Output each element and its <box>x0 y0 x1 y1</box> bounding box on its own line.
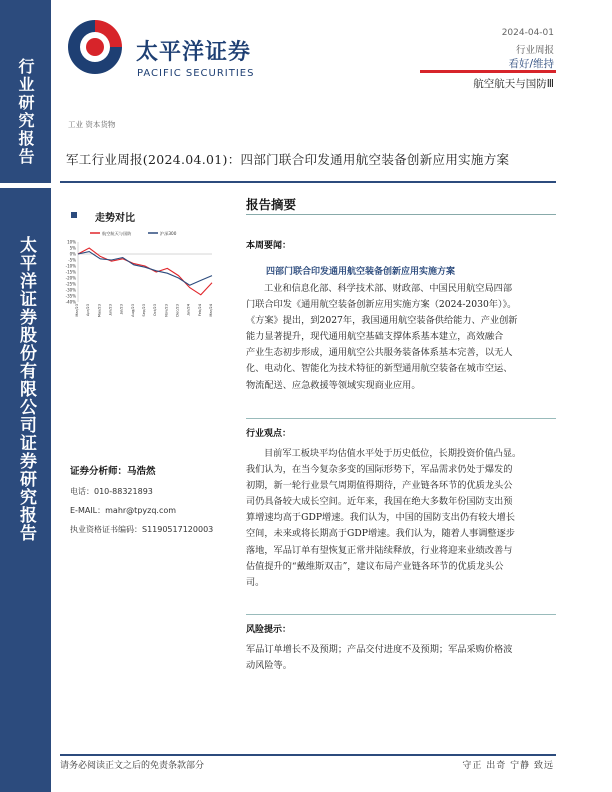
view-line: 我们认为，在当今复杂多变的国际形势下，军品需求仍处于爆发的 <box>246 464 513 476</box>
legend-label: 沪深300 <box>160 231 177 236</box>
x-tick-label: Jun/23 <box>108 304 113 316</box>
section-divider <box>246 614 556 615</box>
x-tick-label: Sep/23 <box>142 304 146 317</box>
brand-name-en: PACIFIC SECURITIES <box>137 68 255 79</box>
y-tick-label: 10% <box>67 239 76 245</box>
x-tick-label: Mar/24 <box>209 304 213 317</box>
report-type: 行业周报 <box>515 45 554 56</box>
view-line: 算增速均高于GDP增速。我们认为，中国的国防支出仍有较大增长 <box>246 512 515 524</box>
section-divider <box>246 418 556 419</box>
news-line: 物流配送、应急救援等领域实现商业应用。 <box>246 379 421 391</box>
analyst-name: 证券分析师：马浩然 <box>70 466 156 477</box>
risk-line: 军品订单增长不及预期；产品交付进度不及预期；军品采购价格波 <box>246 644 513 655</box>
y-tick-label: -40% <box>65 299 76 305</box>
page-title: 军工行业周报(2024.04.01)：四部门联合印发通用航空装备创新应用实施方案 <box>66 152 510 167</box>
analyst-license: 执业资格证书编码：S1190517120003 <box>70 525 214 534</box>
series-line <box>78 252 212 286</box>
trend-marker <box>71 212 77 218</box>
y-tick-label: -25% <box>65 281 76 287</box>
x-tick-label: May/23 <box>97 304 102 318</box>
news-line: 门联合印发《通用航空装备创新应用实施方案（2024-2030年）》。 <box>246 299 517 311</box>
series-line <box>78 248 212 295</box>
rating: 看好/维持 <box>508 58 554 70</box>
view-line: 落地，军品订单有望恢复正常并陆续释放，行业将迎来业绩改善与 <box>246 544 513 556</box>
view-line: 初期，新一轮行业景气周期值得期待，产业链各环节的优质龙头公 <box>246 480 513 492</box>
sidebar <box>0 0 51 792</box>
y-tick-label: -20% <box>65 275 76 281</box>
analyst-email: E-MAIL：mahr@tpyzq.com <box>70 506 177 515</box>
trend-chart <box>62 228 222 320</box>
x-tick-label: Feb/24 <box>197 304 202 317</box>
view-paragraph <box>246 446 558 591</box>
view-line: 空间，未来或将长期高于GDP增速。我们认为，随着人事调整逐步 <box>246 528 515 540</box>
news-line: 产业生态初步形成，通用航空公共服务装备体系基本完善，以无人 <box>246 347 513 359</box>
y-tick-label: -35% <box>65 293 76 299</box>
industry-view-label: 行业观点： <box>246 429 292 439</box>
view-line: 目前军工板块平均估值水平处于历史低位，长期投资价值凸显。 <box>264 448 522 459</box>
x-tick-label: Mar/23 <box>75 304 79 317</box>
header-accent-line <box>420 70 556 73</box>
y-tick-label: 5% <box>69 245 76 251</box>
news-line: 工业和信息化部、科学技术部、财政部、中国民用航空局四部 <box>264 283 513 294</box>
week-news-label: 本周要闻： <box>246 241 292 251</box>
news-paragraph <box>246 281 558 394</box>
brand-logo-icon <box>64 16 126 78</box>
x-tick-label: Dec/23 <box>175 304 180 317</box>
news-headline: 四部门联合印发通用航空装备创新应用实施方案 <box>266 267 456 277</box>
y-tick-label: -10% <box>65 263 76 269</box>
news-line: 《方案》提出，到2027年，我国通用航空装备供给能力、产业创新 <box>246 315 518 327</box>
sidebar-bottom-text: 太平洋证券股份有限公司证券研究报告 <box>16 236 36 542</box>
view-line: 估值提升的“戴维斯双击”，建议布局产业链各环节的优质龙头公 <box>246 560 504 572</box>
x-tick-label: Jul/23 <box>119 304 124 315</box>
view-line: 司仍具备较大成长空间。近年来，我国在绝大多数年份国防支出预 <box>246 496 513 508</box>
analyst-phone: 电话：010-88321893 <box>70 487 153 496</box>
risk-paragraph <box>246 642 558 674</box>
y-tick-label: -30% <box>65 287 76 293</box>
report-date: 2024-04-01 <box>501 28 554 38</box>
sidebar-top-text: 行业研究报告 <box>16 58 35 166</box>
industry-name: 航空航天与国防Ⅲ <box>473 78 554 90</box>
x-tick-label: Oct/23 <box>153 304 158 316</box>
y-tick-label: -15% <box>65 269 76 275</box>
footer-divider <box>60 754 556 756</box>
x-tick-label: Aug/23 <box>130 304 135 317</box>
breadcrumb: 工业 资本货物 <box>68 120 116 129</box>
risk-label: 风险提示： <box>246 625 292 635</box>
x-tick-label: Jan/24 <box>186 304 191 316</box>
brand-name-cn: 太平洋证券 <box>136 40 252 65</box>
news-line: 化、电动化、智能化为技术特征的新型通用航空装备在城市空运、 <box>246 363 513 375</box>
footer-disclaimer: 请务必阅读正文之后的免责条款部分 <box>60 761 205 771</box>
risk-line: 动风险等。 <box>246 660 292 672</box>
y-tick-label: -5% <box>68 257 76 263</box>
legend-label: 航空航天与国防 <box>102 231 132 236</box>
summary-divider <box>246 214 556 215</box>
news-line: 能力显著提升，现代通用航空基础支撑体系基本建立，高效融合 <box>246 331 504 343</box>
trend-title: 走势对比 <box>95 213 135 224</box>
y-tick-label: 0% <box>69 251 76 257</box>
x-tick-label: Apr/23 <box>86 304 91 317</box>
summary-title: 报告摘要 <box>246 197 297 212</box>
footer-motto: 守正 出奇 宁静 致远 <box>462 761 554 771</box>
view-line: 司。 <box>246 576 265 588</box>
title-divider <box>60 181 556 183</box>
x-tick-label: Nov/23 <box>164 304 169 317</box>
